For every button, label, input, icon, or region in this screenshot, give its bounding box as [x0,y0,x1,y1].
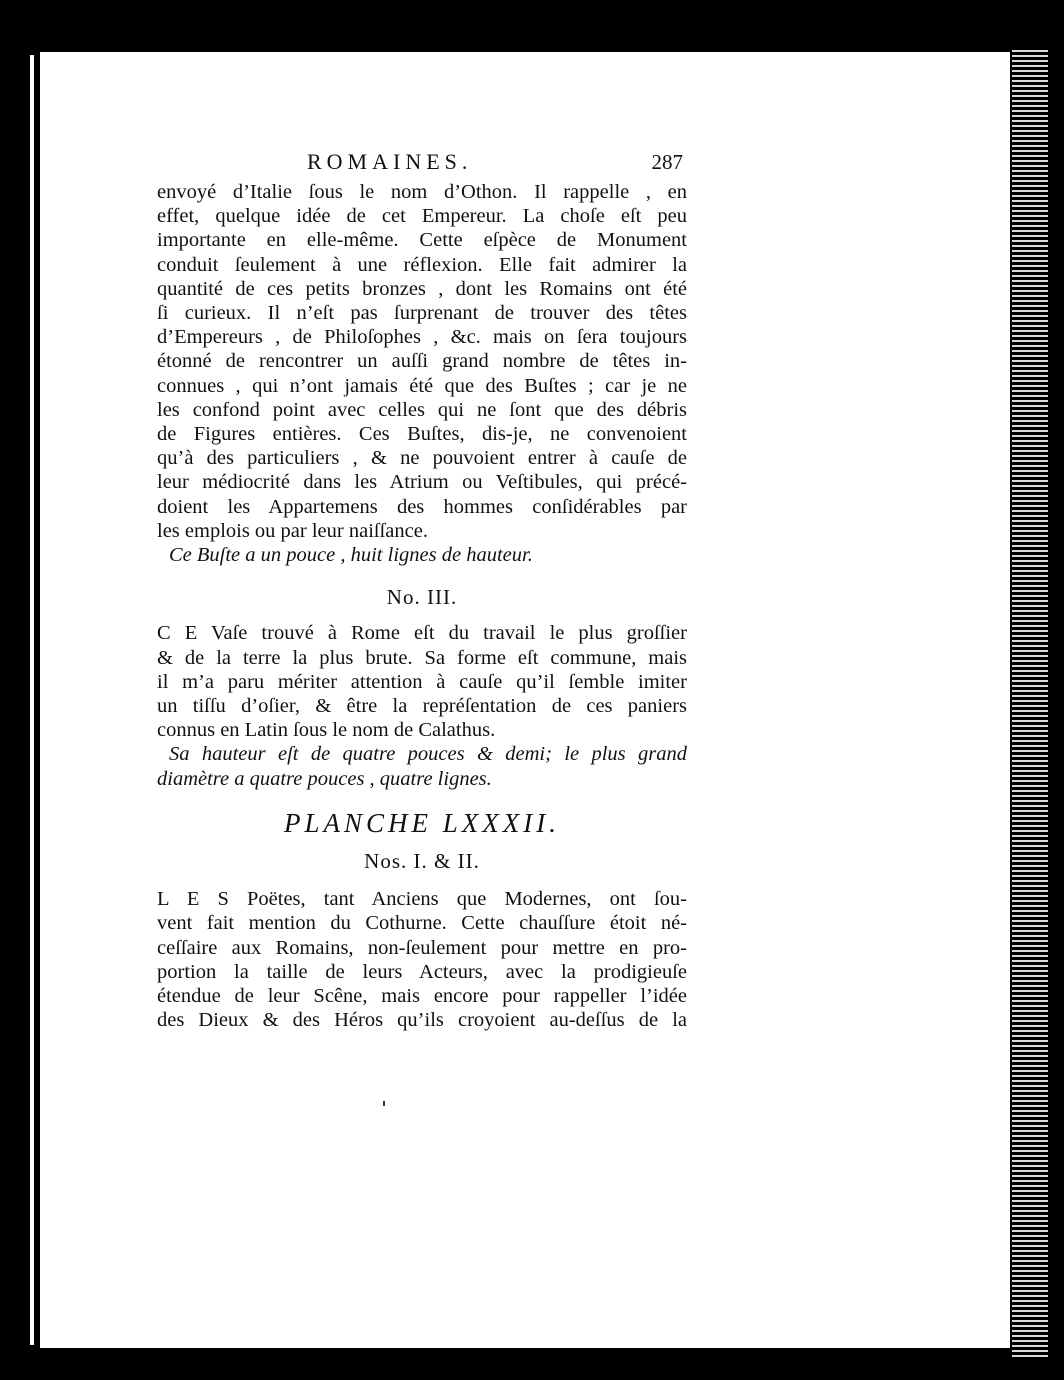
text-line: & de la terre la plus brute. Sa forme eſt commune, mais [157,646,687,669]
paragraph-cothurne [157,887,687,1032]
text-line: effet, quelque idée de cet Empereur. La choſe eſt peu [157,205,687,228]
section-title-no-iii: No. III. [386,585,458,610]
text-line: L E S Poëtes, tant Anciens que Modernes, ont ſou- [157,888,687,911]
text-line: un tiſſu d’oſier, & être la repréſentation de ces paniers [157,695,687,718]
page-number: 287 [651,150,683,174]
text-line: qu’à des particuliers , & ne pouvoient entrer à cauſe de [157,447,687,470]
ink-speck [383,1101,385,1106]
text-line: quantité de ces petits bronzes , dont les Romains ont été [157,277,687,300]
plate-subtitle: Nos. I. & II. [364,849,480,874]
text-line: étendue de leur Scêne, mais encore pour rappeller l’idée [157,985,687,1008]
text-line: importante en elle-même. Cette eſpèce de Monument [157,229,687,252]
text-line: il m’a paru mériter attention à cauſe qu’il ſemble imiter [157,670,687,693]
text-line: des Dieux & des Héros qu’ils croyoient au-deſſus de la [157,1009,687,1032]
text-line: vent fait mention du Cothurne. Cette chauſſure étoit né- [157,912,687,935]
text-line: étonné de rencontrer un auſſi grand nombre de têtes in- [157,350,687,373]
text-line: les emplois ou par leur naiſſance. [157,519,428,542]
text-line: portion la taille de leurs Acteurs, avec la prodigieuſe [157,960,687,983]
text-line: les confond point avec celles qui ne ſont que des débris [157,398,687,421]
text-line: envoyé d’Italie ſous le nom d’Othon. Il rappelle , en [157,181,687,203]
paragraph-vase [157,621,687,790]
plate-title: PLANCHE LXXXII. [284,807,560,838]
text-line: ſi curieux. Il n’eſt pas ſurprenant de trouver des têtes [157,302,687,325]
vase-dimensions-note: Sa hauteur eſt de quatre pouces & demi; le plus grand [169,743,687,766]
text-line: connues , qui n’ont jamais été que des Buſtes ; car je ne [157,374,687,397]
page-text-block [157,150,687,1033]
text-line: ceſſaire aux Romains, non-ſeulement pour mettre en pro- [157,936,687,959]
page-right-edge [1012,50,1048,1360]
text-line: d’Empereurs , de Philoſophes , &c. mais on ſera toujours [157,326,687,349]
vase-dimensions-note: diamètre a quatre pouces , quatre lignes. [157,767,492,790]
bust-dimensions-note: Ce Buſte a un pouce , huit lignes de hauteur. [169,544,533,567]
text-line: connus en Latin ſous le nom de Calathus. [157,719,496,742]
page-header [157,150,687,180]
text-line: C E Vaſe trouvé à Rome eſt du travail le plus groſſier [157,622,687,645]
page-left-edge [30,55,34,1345]
text-line: leur médiocrité dans les Atrium ou Veſtibules, qui précé- [157,471,687,494]
text-line: de Figures entières. Ces Buſtes, dis-je, ne convenoient [157,423,687,446]
text-line: doient les Appartemens des hommes conſidérables par [157,495,687,518]
running-head: ROMAINES. [307,149,473,174]
paragraph-busts [157,180,687,567]
text-line: conduit ſeulement à une réflexion. Elle fait admirer la [157,253,687,276]
